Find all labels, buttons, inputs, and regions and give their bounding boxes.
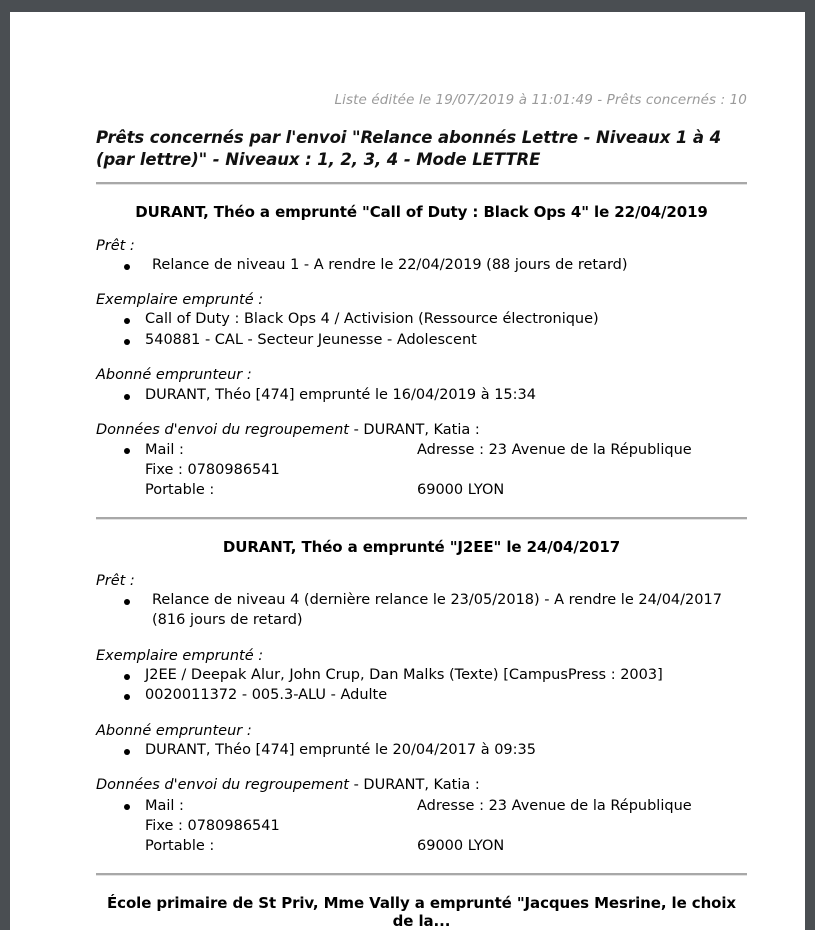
page-title: Prêts concernés par l'envoi "Relance abonnés Lettre - Niveaux 1 à 4 (par lettre)" - Niveaux : 1, 2, 3, 4 - Mode LETTRE <box>96 128 721 169</box>
contact-mail: Mail : <box>145 442 184 459</box>
section-label-regroupement-text: Données d'envoi du regroupement <box>96 422 349 439</box>
contact-ville: 69000 LYON <box>417 837 505 854</box>
loan-block-partial <box>96 876 747 930</box>
section-label-exemplaire-text: Exemplaire emprunté : <box>96 647 264 664</box>
list-item: J2EE / Deepak Alur, John Crup, Dan Malks (Texte) [CampusPress : 2003] <box>96 666 747 686</box>
contact-portable: Portable : <box>145 482 215 499</box>
contact-mail: Mail : <box>145 797 184 814</box>
section-label-abonne-text: Abonné emprunteur : <box>96 367 252 384</box>
regroupement-recipient: - DURANT, Katia : <box>348 422 480 439</box>
list-item <box>96 591 747 630</box>
loan-block <box>96 520 747 875</box>
section-label-regroupement <box>96 776 747 794</box>
exemplaire-list <box>96 666 747 706</box>
pret-list <box>96 256 747 276</box>
contact-ville: 69000 LYON <box>417 482 505 499</box>
section-label-regroupement <box>96 421 747 439</box>
contact-details <box>96 440 747 500</box>
document-content <box>10 12 805 930</box>
section-label-abonne-text: Abonné emprunteur : <box>96 722 252 739</box>
pret-detail: Relance de niveau 4 (dernière relance le 23/05/2018) - A rendre le 24/04/2017 (816 jours de retard) <box>152 592 722 628</box>
list-item <box>96 256 747 276</box>
loan-section-abonne <box>96 366 747 405</box>
contact-fixe: Fixe : 0780986541 <box>145 817 280 834</box>
regroupement-recipient: - DURANT, Katia : <box>348 777 480 794</box>
loan-section-abonne <box>96 722 747 761</box>
loan-section-regroupement <box>96 421 747 500</box>
contact-adresse: Adresse : 23 Avenue de la République <box>417 797 692 814</box>
contact-row <box>145 440 747 460</box>
document-page <box>10 12 805 930</box>
contact-adresse: Adresse : 23 Avenue de la République <box>417 442 692 459</box>
pret-detail: Relance de niveau 1 - A rendre le 22/04/2019 (88 jours de retard) <box>152 256 628 273</box>
section-label-exemplaire <box>96 647 747 665</box>
section-label-pret-text: Prêt : <box>96 573 135 590</box>
contact-portable: Portable : <box>145 837 215 854</box>
section-label-pret-text: Prêt : <box>96 237 135 254</box>
loan-section-regroupement <box>96 776 747 855</box>
contact-row <box>145 796 747 816</box>
loan-block <box>96 185 747 521</box>
contact-row <box>145 480 747 500</box>
section-label-regroupement-text: Données d'envoi du regroupement <box>96 777 349 794</box>
contact-row <box>145 460 747 480</box>
contact-row <box>145 836 747 856</box>
loan-heading: DURANT, Théo a emprunté "Call of Duty : Black Ops 4" le 22/04/2019 <box>135 202 708 221</box>
report-meta-line: Liste éditée le 19/07/2019 à 11:01:49 - Prêts concernés : 10 <box>334 92 747 108</box>
section-label-abonne <box>96 722 747 740</box>
list-item: 540881 - CAL - Secteur Jeunesse - Adolescent <box>96 331 747 351</box>
section-label-exemplaire-text: Exemplaire emprunté : <box>96 292 264 309</box>
list-item: DURANT, Théo [474] emprunté le 20/04/2017 à 09:35 <box>96 741 747 761</box>
loan-heading: École primaire de St Priv, Mme Vally a emprunté "Jacques Mesrine, le choix de la... <box>107 893 736 930</box>
list-item: DURANT, Théo [474] emprunté le 16/04/2019 à 15:34 <box>96 386 747 406</box>
abonne-list <box>96 386 747 406</box>
list-item: Call of Duty : Black Ops 4 / Activision (Ressource électronique) <box>96 310 747 330</box>
contact-fixe: Fixe : 0780986541 <box>145 462 280 479</box>
exemplaire-list <box>96 310 747 350</box>
loan-section-exemplaire <box>96 647 747 706</box>
section-label-pret <box>96 237 747 255</box>
pret-list <box>96 591 747 630</box>
loan-heading: DURANT, Théo a emprunté "J2EE" le 24/04/2017 <box>222 538 621 557</box>
list-item: 0020011372 - 005.3-ALU - Adulte <box>96 686 747 706</box>
loan-section-pret <box>96 237 747 276</box>
section-label-exemplaire <box>96 291 747 309</box>
section-label-pret <box>96 572 747 590</box>
contact-details <box>96 796 747 856</box>
abonne-list <box>96 741 747 761</box>
loan-section-exemplaire <box>96 291 747 350</box>
loan-section-pret <box>96 572 747 630</box>
section-label-abonne <box>96 366 747 384</box>
